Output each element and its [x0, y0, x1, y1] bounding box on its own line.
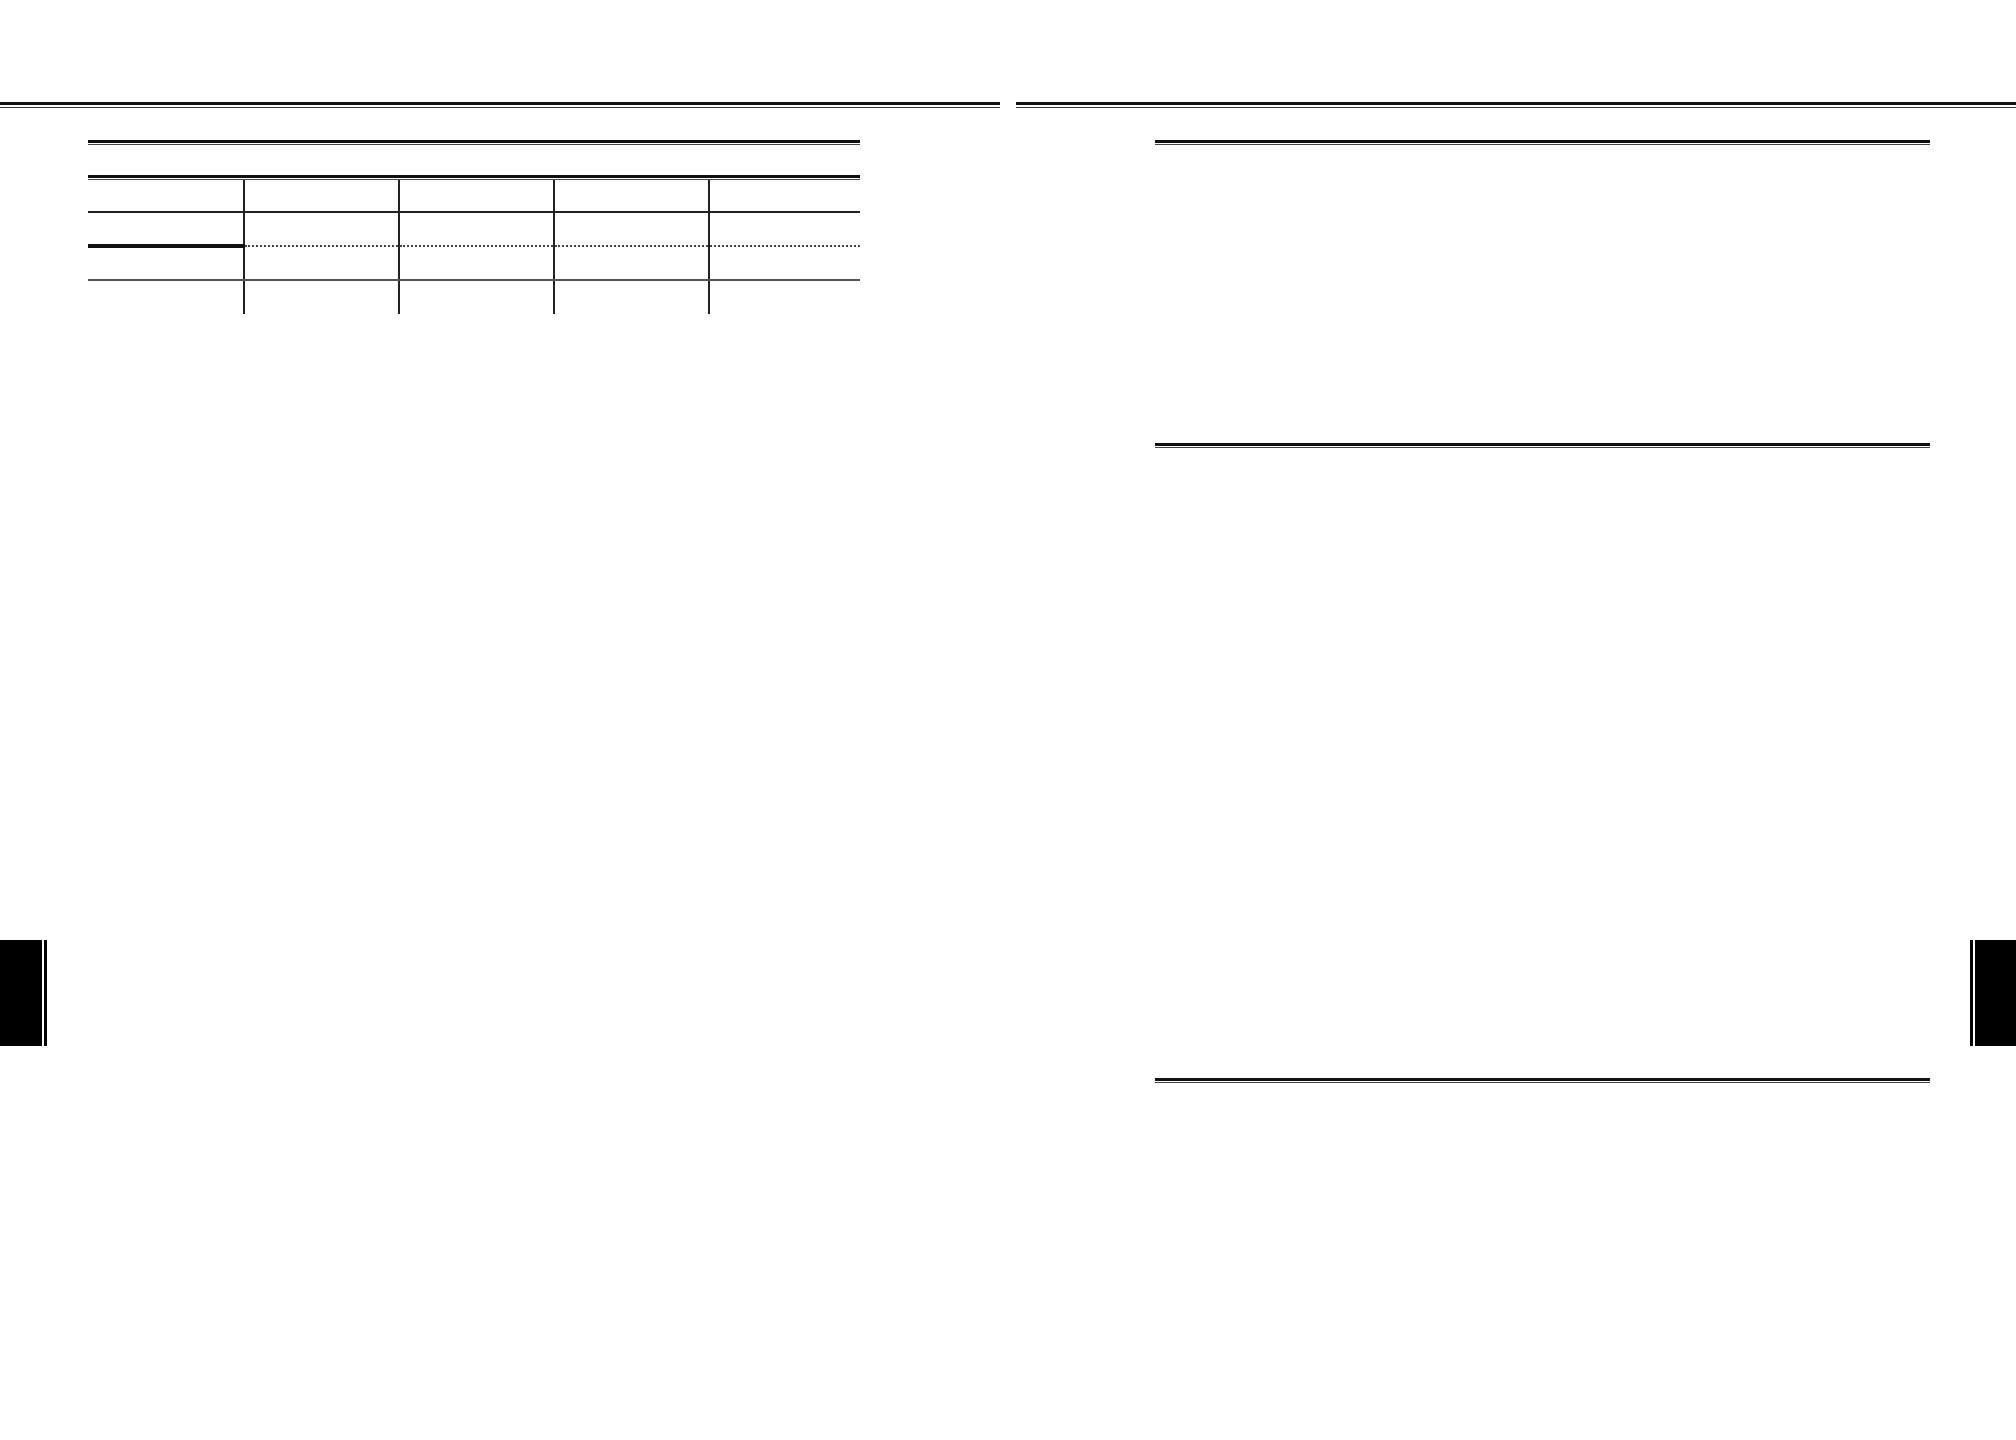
table-rule — [1155, 140, 1930, 145]
days-worked-label — [88, 246, 244, 280]
header-rule-left — [0, 102, 1000, 108]
description-cell — [399, 212, 554, 246]
description-cell — [88, 280, 244, 314]
table-rule — [88, 140, 860, 145]
thumb-tab-left — [0, 940, 42, 1046]
description-cell — [709, 246, 860, 280]
thumb-tab-line-left — [44, 940, 47, 1046]
description-cell — [554, 280, 709, 314]
thumb-tab-right — [1975, 940, 2016, 1046]
col-header-transactions — [709, 180, 860, 212]
description-cell — [399, 246, 554, 280]
col-header-contracts — [554, 180, 709, 212]
description-cell — [554, 246, 709, 280]
col-header-discussions — [88, 180, 244, 212]
table-rule — [1155, 443, 1930, 448]
description-cell — [709, 212, 860, 246]
description-cell — [244, 212, 399, 246]
description-cell — [244, 280, 399, 314]
description-cell — [709, 280, 860, 314]
january-table — [88, 180, 860, 314]
description-cell — [244, 246, 399, 280]
description-cell — [554, 212, 709, 246]
col-header-presentations — [244, 180, 399, 212]
description-cell — [399, 280, 554, 314]
table-rule — [1155, 1078, 1930, 1083]
col-header-clients — [399, 180, 554, 212]
thumb-tab-line-right — [1970, 940, 1973, 1046]
description-cell — [88, 212, 244, 246]
header-rule-right — [1016, 102, 2016, 108]
